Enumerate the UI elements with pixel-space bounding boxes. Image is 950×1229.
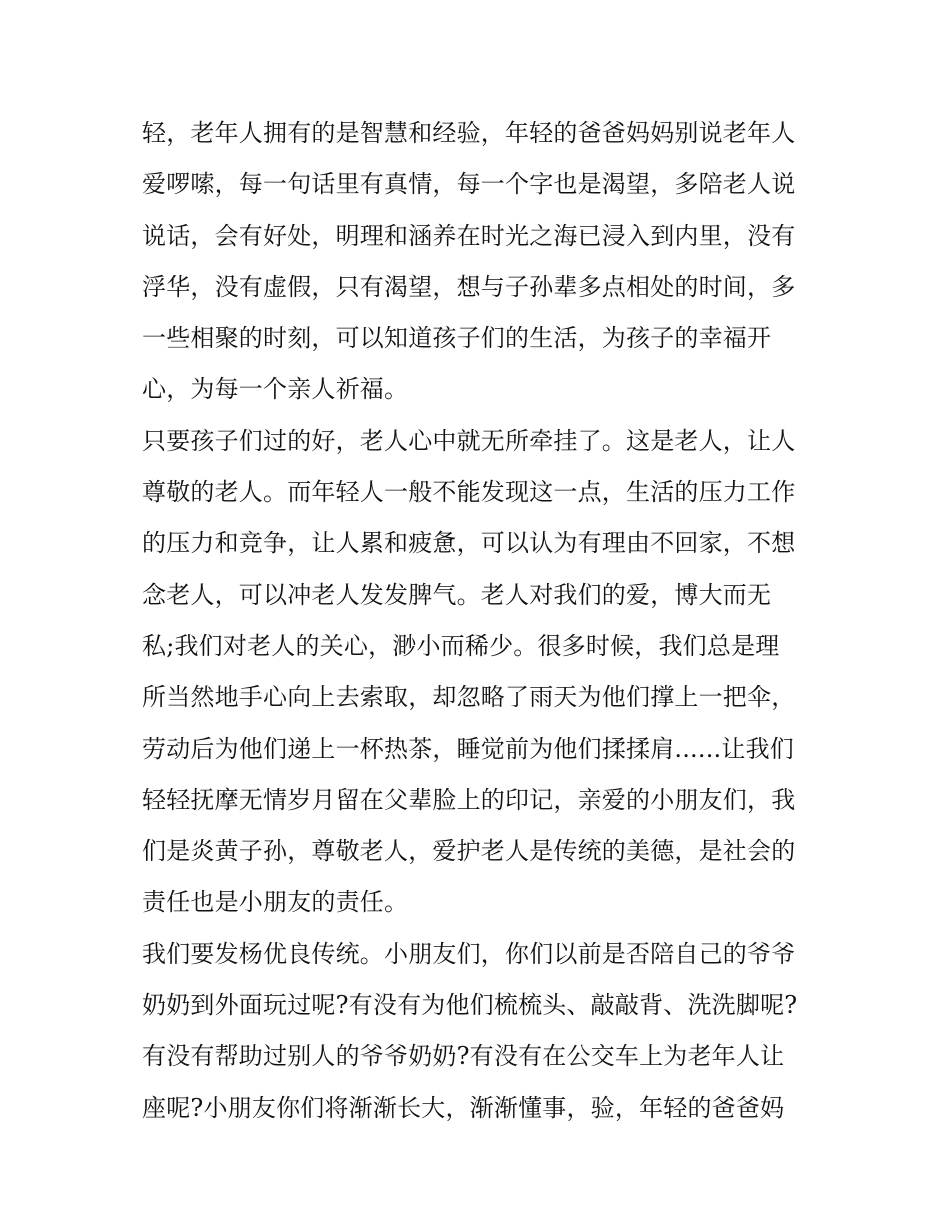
text-line: 们是炎黄子孙，尊敬老人，爱护老人是传统的美德，是社会的 <box>142 837 796 866</box>
text-line: 浮华，没有虚假，只有渴望，想与子孙辈多点相处的时间，多 <box>142 272 796 301</box>
text-line: 爱啰嗦，每一句话里有真情，每一个字也是渴望，多陪老人说 <box>142 170 796 199</box>
text-line: 轻轻抚摩无情岁月留在父辈脸上的印记，亲爱的小朋友们，我 <box>142 785 796 814</box>
text-line: 责任也是小朋友的责任。 <box>142 888 409 917</box>
text-line: 轻，老年人拥有的是智慧和经验，年轻的爸爸妈妈别说老年人 <box>142 119 796 147</box>
text-line: 只要孩子们过的好，老人心中就无所牵挂了。这是老人，让人 <box>142 426 796 455</box>
text-line: 座呢?小朋友你们将渐渐长大，渐渐懂事，验，年轻的爸爸妈 <box>142 1093 785 1122</box>
text-line: 私;我们对老人的关心，渺小而稀少。很多时候，我们总是理 <box>142 631 780 660</box>
text-line: 一些相聚的时刻，可以知道孩子们的生活，为孩子的幸福开 <box>142 324 772 353</box>
body-text <box>142 108 814 1134</box>
text-line: 尊敬的老人。而年轻人一般不能发现这一点，生活的压力工作 <box>142 478 796 507</box>
text-line: 念老人，可以冲老人发发脾气。老人对我们的爱，博大而无 <box>142 580 772 609</box>
text-line: 心，为每一个亲人祈福。 <box>142 375 409 404</box>
text-line: 说话，会有好处，明理和涵养在时光之海已浸入到内里，没有 <box>142 221 796 250</box>
text-line: 的压力和竞争，让人累和疲惫，可以认为有理由不回家，不想 <box>142 529 796 558</box>
text-line: 我们要发杨优良传统。小朋友们，你们以前是否陪自己的爷爷 <box>142 939 796 968</box>
text-line: 有没有帮助过别人的爷爷奶奶?有没有在公交车上为老年人让 <box>142 1042 785 1071</box>
text-line: 劳动后为他们递上一杯热茶，睡觉前为他们揉揉肩......让我们 <box>142 734 794 763</box>
text-line: 奶奶到外面玩过呢?有没有为他们梳梳头、敲敲背、洗洗脚呢? <box>142 991 798 1020</box>
text-line: 所当然地手心向上去索取，却忽略了雨天为他们撑上一把伞， <box>142 683 796 712</box>
